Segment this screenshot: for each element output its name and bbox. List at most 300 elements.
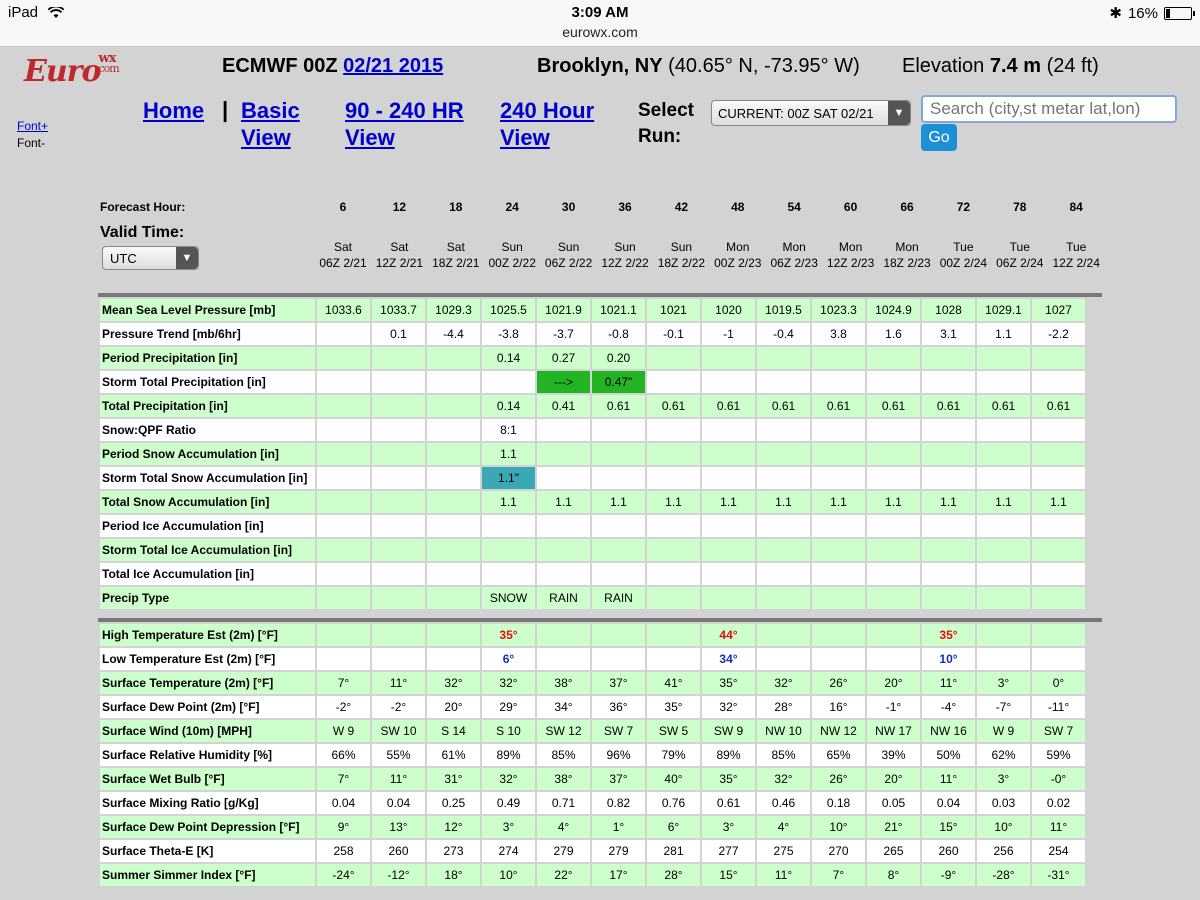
- table-cell: W 9: [976, 719, 1031, 743]
- table-cell: [756, 346, 811, 370]
- select-run-line1: Select: [638, 100, 694, 121]
- table-cell: 4°: [536, 815, 591, 839]
- table-cell: -0.4: [756, 322, 811, 346]
- model-run-title: [222, 55, 443, 78]
- table-cell: 0.61: [811, 394, 866, 418]
- valid-time: 06Z 2/21: [319, 256, 367, 270]
- table-cell: NW 12: [811, 719, 866, 743]
- valid-time: 18Z 2/21: [432, 256, 480, 270]
- search-input[interactable]: [921, 95, 1177, 123]
- valid-time-header: [371, 239, 427, 271]
- table-row: [99, 370, 1086, 394]
- hr90-line1: 90 - 240 HR: [345, 98, 464, 123]
- table-cell: 50%: [921, 743, 976, 767]
- table-cell: [756, 418, 811, 442]
- table-cell: [316, 562, 371, 586]
- font-increase-link[interactable]: Font+: [17, 119, 49, 133]
- status-time: 3:09 AM: [571, 4, 629, 21]
- row-label: Period Snow Accumulation [in]: [99, 442, 316, 466]
- table-cell: 0.76: [646, 791, 701, 815]
- table-cell: NW 10: [756, 719, 811, 743]
- valid-time: 00Z 2/22: [488, 256, 536, 270]
- browser-status-bar: [0, 0, 1200, 47]
- row-label: Low Temperature Est (2m) [°F]: [99, 647, 316, 671]
- table-cell: [316, 538, 371, 562]
- table-cell: 1023.3: [811, 298, 866, 322]
- table-row: [99, 839, 1086, 863]
- valid-time-header: [879, 239, 935, 271]
- table-cell: 1033.6: [316, 298, 371, 322]
- table-cell: [646, 370, 701, 394]
- table-cell: [481, 562, 536, 586]
- table-cell: 1020: [701, 298, 756, 322]
- table-cell: [811, 647, 866, 671]
- table-cell: [976, 647, 1031, 671]
- valid-time-label: Valid Time:: [100, 224, 185, 241]
- table-cell: [591, 538, 646, 562]
- forecast-hour-header: 12: [392, 200, 407, 214]
- table-cell: [1031, 418, 1086, 442]
- table-cell: [536, 647, 591, 671]
- nav-separator: |: [222, 97, 229, 122]
- table-cell: 32°: [756, 671, 811, 695]
- table-cell: 0.02: [1031, 791, 1086, 815]
- table-cell: 1.1: [976, 490, 1031, 514]
- table-cell: 0.25: [426, 791, 481, 815]
- table-cell: 1.1: [481, 442, 536, 466]
- timezone-select[interactable]: [102, 246, 199, 270]
- table-cell: 13°: [371, 815, 426, 839]
- table-cell: 1.1: [481, 490, 536, 514]
- row-label: Total Precipitation [in]: [99, 394, 316, 418]
- table-cell: [811, 538, 866, 562]
- basic-view-line2: View: [241, 125, 291, 150]
- table-cell: [316, 514, 371, 538]
- forecast-hour-header: 72: [956, 200, 971, 214]
- table-cell: [1031, 466, 1086, 490]
- table-row: [99, 322, 1086, 346]
- table-cell: 1.1: [591, 490, 646, 514]
- table-cell: [426, 370, 481, 394]
- table-cell: 0.61: [976, 394, 1031, 418]
- eurowx-logo[interactable]: [24, 51, 119, 89]
- table-cell: 1021.1: [591, 298, 646, 322]
- table-cell: -0.8: [591, 322, 646, 346]
- table-cell: 0.61: [921, 394, 976, 418]
- table-cell: [371, 346, 426, 370]
- table-cell: 26°: [811, 767, 866, 791]
- table-cell: 85%: [536, 743, 591, 767]
- table-cell: [1031, 442, 1086, 466]
- table-cell: 277: [701, 839, 756, 863]
- table-cell: [591, 442, 646, 466]
- table-cell: 40°: [646, 767, 701, 791]
- table-cell: 37°: [591, 767, 646, 791]
- table-cell: 7°: [316, 767, 371, 791]
- logo-sup-text: wx: [98, 51, 116, 66]
- table-row: [99, 695, 1086, 719]
- table-cell: [701, 370, 756, 394]
- valid-day: Tue: [953, 240, 974, 254]
- hr-240-view-link[interactable]: [500, 97, 594, 151]
- table-cell: -4.4: [426, 322, 481, 346]
- table-cell: [646, 514, 701, 538]
- table-cell: [976, 466, 1031, 490]
- table-cell: 3.8: [811, 322, 866, 346]
- table-cell: W 9: [316, 719, 371, 743]
- table-row: [99, 346, 1086, 370]
- table-cell: [811, 346, 866, 370]
- table-cell: [866, 538, 921, 562]
- valid-day: Mon: [782, 240, 806, 254]
- table-cell: 6°: [481, 647, 536, 671]
- forecast-hour-header: 18: [449, 200, 463, 214]
- table-cell: [536, 538, 591, 562]
- forecast-hour-label: Forecast Hour:: [100, 200, 186, 214]
- table-cell: 256: [976, 839, 1031, 863]
- table-cell: 22°: [536, 863, 591, 887]
- table-cell: 39%: [866, 743, 921, 767]
- table-cell: [371, 562, 426, 586]
- precip-table: [98, 297, 1087, 611]
- table-cell: -2°: [316, 695, 371, 719]
- table-cell: S 14: [426, 719, 481, 743]
- table-cell: 16°: [811, 695, 866, 719]
- table-cell: [316, 647, 371, 671]
- table-cell: [316, 586, 371, 610]
- table-cell: [866, 623, 921, 647]
- table-cell: [646, 418, 701, 442]
- row-label: High Temperature Est (2m) [°F]: [99, 623, 316, 647]
- table-row: [99, 719, 1086, 743]
- valid-time: 18Z 2/22: [657, 256, 706, 270]
- table-cell: [1031, 623, 1086, 647]
- table-cell: 10°: [481, 863, 536, 887]
- row-label: Surface Dew Point Depression [°F]: [99, 815, 316, 839]
- table-cell: -3.7: [536, 322, 591, 346]
- table-cell: [371, 647, 426, 671]
- valid-day: Sun: [501, 240, 523, 254]
- table-row: [99, 562, 1086, 586]
- table-cell: [316, 346, 371, 370]
- table-cell: [371, 514, 426, 538]
- battery-percent: 16%: [1127, 4, 1158, 22]
- model-name: ECMWF 00Z: [222, 55, 338, 77]
- valid-day: Sun: [557, 240, 580, 254]
- valid-day: Sat: [333, 240, 352, 254]
- table-cell: 273: [426, 839, 481, 863]
- table-row: [99, 538, 1086, 562]
- valid-time-header: [1048, 239, 1104, 271]
- table-cell: 0.03: [976, 791, 1031, 815]
- basic-view-line1: Basic: [241, 98, 300, 123]
- valid-day: Sun: [614, 240, 636, 254]
- table-cell: [976, 514, 1031, 538]
- forecast-hour-header: 48: [731, 200, 745, 214]
- table-cell: [426, 538, 481, 562]
- table-cell: [536, 442, 591, 466]
- table-cell: 1.1: [756, 490, 811, 514]
- table-cell: 0.61: [591, 394, 646, 418]
- table-cell: 66%: [316, 743, 371, 767]
- table-cell: 7°: [811, 863, 866, 887]
- table-cell: 0.41: [536, 394, 591, 418]
- table-cell: 4°: [756, 815, 811, 839]
- address-bar-url[interactable]: eurowx.com: [562, 24, 638, 40]
- table-cell: -4°: [921, 695, 976, 719]
- table-cell: [811, 418, 866, 442]
- table-row: [99, 671, 1086, 695]
- table-cell: [976, 623, 1031, 647]
- table-row: [99, 490, 1086, 514]
- table-cell: SW 9: [701, 719, 756, 743]
- table-cell: 8°: [866, 863, 921, 887]
- table-cell: [316, 322, 371, 346]
- table-cell: 35°: [646, 695, 701, 719]
- table-cell: [426, 647, 481, 671]
- valid-day: Sat: [390, 240, 409, 254]
- row-label: Storm Total Ice Accumulation [in]: [99, 538, 316, 562]
- table-cell: 279: [591, 839, 646, 863]
- table-cell: 35°: [701, 767, 756, 791]
- table-cell: 1.1: [976, 322, 1031, 346]
- table-cell: --->: [536, 370, 591, 394]
- table-cell: 3°: [481, 815, 536, 839]
- table-cell: 79%: [646, 743, 701, 767]
- table-cell: 89%: [481, 743, 536, 767]
- valid-time-header: [597, 239, 653, 271]
- table-cell: 11°: [921, 671, 976, 695]
- table-cell: 34°: [536, 695, 591, 719]
- table-cell: [866, 562, 921, 586]
- forecast-hour-header: 42: [674, 200, 689, 214]
- table-cell: 1.1: [701, 490, 756, 514]
- font-decrease-text[interactable]: Font-: [17, 136, 46, 150]
- table-cell: [426, 586, 481, 610]
- table-cell: -0°: [1031, 767, 1086, 791]
- table-row: [99, 394, 1086, 418]
- table-cell: [536, 562, 591, 586]
- table-cell: [1031, 370, 1086, 394]
- forecast-hour-header: 60: [843, 200, 858, 214]
- table-cell: SW 7: [1031, 719, 1086, 743]
- row-label: Period Ice Accumulation [in]: [99, 514, 316, 538]
- table-cell: 20°: [426, 695, 481, 719]
- table-cell: 0.61: [1031, 394, 1086, 418]
- table-cell: 1027: [1031, 298, 1086, 322]
- table-cell: 6°: [646, 815, 701, 839]
- table-cell: 0.71: [536, 791, 591, 815]
- table-cell: [756, 538, 811, 562]
- table-cell: 17°: [591, 863, 646, 887]
- table-cell: 32°: [701, 695, 756, 719]
- go-button[interactable]: Go: [921, 124, 957, 151]
- table-row: [99, 586, 1086, 610]
- table-cell: 0.18: [811, 791, 866, 815]
- table-cell: [811, 514, 866, 538]
- table-cell: [481, 370, 536, 394]
- table-cell: [1031, 346, 1086, 370]
- table-cell: 11°: [371, 767, 426, 791]
- table-cell: [591, 647, 646, 671]
- forecast-hour-header: 54: [787, 200, 801, 214]
- table-cell: [591, 562, 646, 586]
- table-cell: 32°: [481, 767, 536, 791]
- valid-time-header: [766, 239, 822, 271]
- table-cell: [701, 442, 756, 466]
- table-cell: 1019.5: [756, 298, 811, 322]
- table-cell: [866, 418, 921, 442]
- valid-day: Sun: [670, 240, 693, 254]
- table-cell: [316, 490, 371, 514]
- table-cell: [756, 647, 811, 671]
- table-cell: [921, 370, 976, 394]
- table-cell: [646, 623, 701, 647]
- table-cell: 0.61: [701, 394, 756, 418]
- table-cell: [976, 562, 1031, 586]
- table-cell: [921, 442, 976, 466]
- timezone-value: UTC: [110, 250, 137, 266]
- table-cell: 0°: [1031, 671, 1086, 695]
- table-cell: [811, 442, 866, 466]
- table-cell: 1033.7: [371, 298, 426, 322]
- table-cell: [921, 466, 976, 490]
- table-cell: 1.1: [866, 490, 921, 514]
- table-cell: SW 12: [536, 719, 591, 743]
- location-name: Brooklyn, NY: [537, 55, 663, 77]
- table-cell: SNOW: [481, 586, 536, 610]
- table-cell: 1.1: [811, 490, 866, 514]
- valid-time-header: [428, 239, 484, 271]
- table-cell: 15°: [701, 863, 756, 887]
- table-cell: [371, 394, 426, 418]
- table-cell: [646, 466, 701, 490]
- valid-time: 06Z 2/23: [770, 256, 818, 270]
- table-cell: [481, 538, 536, 562]
- basic-view-link[interactable]: [241, 97, 300, 151]
- valid-time-header: [484, 239, 540, 271]
- table-row: [99, 418, 1086, 442]
- home-link[interactable]: Home: [143, 98, 205, 123]
- table-row: [99, 767, 1086, 791]
- hr-90-240-view-link[interactable]: [345, 97, 464, 151]
- valid-time-header: [935, 239, 991, 271]
- table-cell: -9°: [921, 863, 976, 887]
- table-cell: 35°: [701, 671, 756, 695]
- table-cell: 0.47": [591, 370, 646, 394]
- table-cell: 1024.9: [866, 298, 921, 322]
- table-cell: 1.1: [1031, 490, 1086, 514]
- valid-time: 18Z 2/23: [883, 256, 931, 270]
- table-cell: -0.1: [646, 322, 701, 346]
- table-cell: 38°: [536, 671, 591, 695]
- table-cell: 0.61: [866, 394, 921, 418]
- table-row: [99, 298, 1086, 322]
- table-cell: 270: [811, 839, 866, 863]
- table-cell: [426, 442, 481, 466]
- table-cell: 10°: [811, 815, 866, 839]
- table-cell: [866, 647, 921, 671]
- table-cell: [921, 538, 976, 562]
- valid-time: 06Z 2/24: [996, 256, 1044, 270]
- table-cell: -28°: [976, 863, 1031, 887]
- table-cell: 28°: [646, 863, 701, 887]
- table-cell: [1031, 586, 1086, 610]
- logo-sup: [98, 51, 119, 75]
- valid-time: 12Z 2/21: [375, 256, 424, 270]
- table-cell: [646, 538, 701, 562]
- table-cell: [866, 370, 921, 394]
- table-cell: [426, 562, 481, 586]
- table-cell: 274: [481, 839, 536, 863]
- table-cell: [426, 514, 481, 538]
- table-cell: 32°: [756, 767, 811, 791]
- table-cell: [536, 514, 591, 538]
- valid-time-header: [653, 239, 709, 271]
- forecast-hour-header: 30: [561, 200, 576, 214]
- row-label: Period Precipitation [in]: [99, 346, 316, 370]
- table-cell: 254: [1031, 839, 1086, 863]
- table-cell: [811, 370, 866, 394]
- table-cell: 10°: [976, 815, 1031, 839]
- row-label: Summer Simmer Index [°F]: [99, 863, 316, 887]
- row-label: Surface Relative Humidity [%]: [99, 743, 316, 767]
- table-cell: 10°: [921, 647, 976, 671]
- run-select-dropdown[interactable]: [711, 100, 911, 126]
- table-cell: [426, 418, 481, 442]
- table-cell: [811, 623, 866, 647]
- table-cell: [976, 346, 1031, 370]
- elevation-feet: (24 ft): [1046, 55, 1099, 77]
- valid-time: 12Z 2/24: [1052, 256, 1100, 270]
- table-cell: [701, 538, 756, 562]
- table-cell: [591, 466, 646, 490]
- valid-time: 12Z 2/23: [826, 256, 875, 270]
- table-cell: RAIN: [591, 586, 646, 610]
- table-cell: 15°: [921, 815, 976, 839]
- forecast-hour-header: 24: [505, 200, 519, 214]
- table-cell: 3°: [701, 815, 756, 839]
- row-label: Total Snow Accumulation [in]: [99, 490, 316, 514]
- table-cell: 260: [921, 839, 976, 863]
- table-cell: 0.46: [756, 791, 811, 815]
- table-cell: [756, 623, 811, 647]
- table-cell: 7°: [316, 671, 371, 695]
- bluetooth-icon: ✱: [1109, 5, 1122, 22]
- table-cell: [976, 418, 1031, 442]
- table-cell: [976, 538, 1031, 562]
- table-cell: 1.1: [921, 490, 976, 514]
- table-cell: [536, 418, 591, 442]
- table-cell: 0.04: [921, 791, 976, 815]
- table-cell: 44°: [701, 623, 756, 647]
- run-date-link[interactable]: 02/21 2015: [343, 55, 444, 77]
- hr240-line2: View: [500, 125, 550, 150]
- table-cell: [756, 562, 811, 586]
- row-label: Surface Wind (10m) [MPH]: [99, 719, 316, 743]
- table-cell: NW 17: [866, 719, 921, 743]
- table-cell: 1025.5: [481, 298, 536, 322]
- table-cell: 260: [371, 839, 426, 863]
- forecast-hour-header: 84: [1069, 200, 1083, 214]
- table-cell: RAIN: [536, 586, 591, 610]
- valid-day: Mon: [726, 240, 750, 254]
- table-cell: 37°: [591, 671, 646, 695]
- table-row: [99, 743, 1086, 767]
- row-label: Pressure Trend [mb/6hr]: [99, 322, 316, 346]
- table-cell: -2.2: [1031, 322, 1086, 346]
- row-label: Snow:QPF Ratio: [99, 418, 316, 442]
